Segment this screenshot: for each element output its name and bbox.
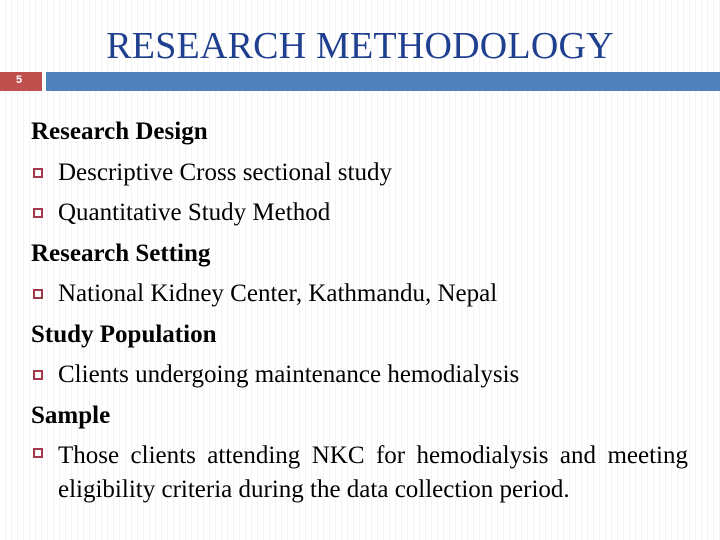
section-heading: Study Population [31, 320, 217, 348]
bullet-item [31, 153, 688, 194]
section-heading: Research Setting [31, 239, 211, 267]
section-heading: Research Design [31, 118, 208, 145]
slide-number-bar [0, 72, 42, 91]
bullet-text: Those clients attending NKC for hemodialysis and meeting eligibility criteria during the data collection period. [58, 442, 688, 503]
bullet-item [31, 355, 688, 396]
square-bullet-icon [33, 208, 43, 218]
section-heading: Sample [31, 401, 111, 429]
square-bullet-icon [33, 370, 43, 380]
square-bullet-icon [33, 289, 43, 299]
slide-title: RESEARCH METHODOLOGY [106, 25, 614, 67]
slide-content [31, 112, 688, 507]
bullet-item [31, 193, 688, 234]
bullet-item [31, 274, 688, 315]
bullet-text: Quantitative Study Method [58, 199, 331, 226]
bullet-text: Descriptive Cross sectional study [58, 158, 392, 186]
bullet-text: National Kidney Center, Kathmandu, Nepal [58, 280, 498, 307]
header-bar [46, 72, 720, 91]
square-bullet-icon [33, 168, 43, 178]
slide-number: 5 [16, 74, 23, 86]
bullet-item [31, 436, 688, 507]
bullet-text: Clients undergoing maintenance hemodialysis [58, 361, 520, 388]
square-bullet-icon [33, 448, 43, 458]
